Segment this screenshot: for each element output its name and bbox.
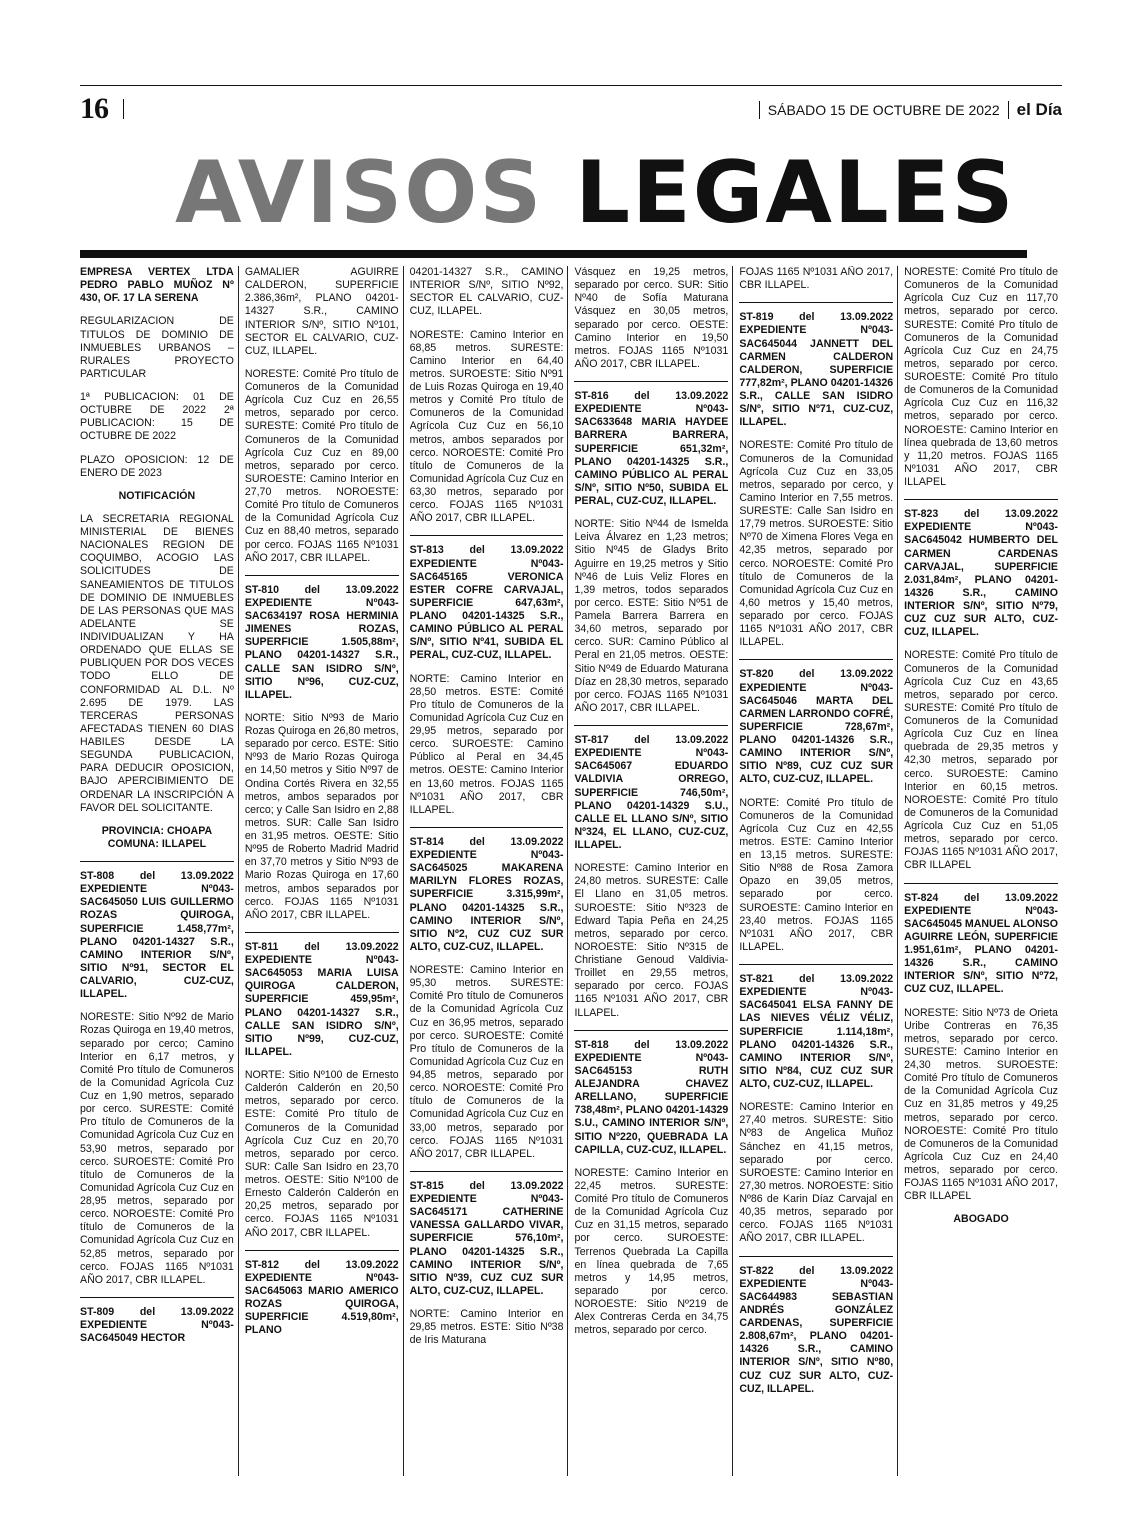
headline-bar: [80, 250, 1027, 258]
notice-paragraph: NORESTE: Camino Interior en 95,30 metros. SURESTE: Comité Pro título de Comuneros de la Comunidad Agrícola Cuz Cuz en 36,95 metros, separado por cerco. SUROESTE: Comité Pro título de Comuneros de la Comunidad Agrícola Cuz Cuz en 94,85 metros, separado por cerco. NOROESTE: Comité Pro título de Comuneros de la Comunidad Agrícola Cuz Cuz en 33,00 metros, separado por cerco. FOJAS 1165 Nº1031 AÑO 2017, CBR ILLAPEL.: [409, 964, 564, 1160]
notice-paragraph: NORESTE: Camino Interior en 27,40 metros. SURESTE: Sitio Nº83 de Angelica Muñoz Sánchez en 41,15 metros, separado por cerco. SUROESTE: Camino Interior en 27,30 metros. NOROESTE: Sitio Nº86 de Karin Díaz Carvajal en 40,35 metros, separado por cerco. FOJAS 1165 Nº1031 AÑO 2017, CBR ILLAPEL.: [739, 1101, 894, 1245]
notice-paragraph: LA SECRETARIA REGIONAL MINISTERIAL DE BIENES NACIONALES REGION DE COQUIMBO, ACOGIO LAS SOLICITUDES DE SANEAMIENTOS DE TITULOS DE DOMINIO DE INMUEBLES DE LAS PERSONAS QUE MAS ADELANTE SE INDIVIDUALIZAN Y HA ORDENADO QUE ELLAS SE PUBLIQUEN POR DOS VECES TODO ELLO DE CONFORMIDAD AL D.L. Nº 2.695 DE 1979. LAS TERCERAS PERSONAS AFECTADAS TIENEN 60 DIAS HABILES DESDE LA SEGUNDA PUBLICACION, PARA DEDUCIR OPOSICION, BAJO APERCIBIMIENTO DE ORDENAR LA INSCRIPCIÓN A FAVOR DEL SOLICITANTE.: [80, 512, 234, 814]
notice-divider: [739, 964, 893, 965]
notice-paragraph: NORESTE: Sitio Nº73 de Orieta Uribe Contreras en 76,35 metros, separado por cerco. SURESTE: Camino Interior en 24,30 metros. SUROESTE: Comité Pro título de Comuneros de la Comunidad Agrícola Cuz Cuz en 31,85 metros y 49,25 metros, separado por cerco. NOROESTE: Comité Pro título de Comuneros de la Comunidad Agrícola Cuz Cuz en 24,40 metros, separado por cerco. FOJAS 1165 Nº1031 AÑO 2017, CBR ILLAPEL: [904, 1006, 1058, 1203]
notice-paragraph: NORESTE: Camino Interior en 22,45 metros. SURESTE: Comité Pro título de Comuneros de la Comunidad Agrícola Cuz Cuz en 31,15 metros, separado por cerco. SUROESTE: Terrenos Quebrada La Capilla en línea quebrada de 7,65 metros y 14,95 metros, separado por cerco. NOROESTE: Sitio Nº219 de Alex Contreras Cerda en 34,75 metros, separado por cerco.: [574, 1166, 729, 1337]
notice-paragraph: NORESTE: Comité Pro título de Comuneros de la Comunidad Agrícola Cuz Cuz en 43,65 metros, separado por cerco. SURESTE: Comité Pro título de Comuneros de la Comunidad Agrícola Cuz Cuz en línea quebrada de 29,35 metros y 42,30 metros, separado por cerco. SUROESTE: Camino Interior en 60,15 metros. NOROESTE: Comité Pro título de Comuneros de la Comunidad Agrícola Cuz Cuz en 51,05 metros, separado por cerco. FOJAS 1165 Nº1031 AÑO 2017, CBR ILLAPEL: [904, 649, 1058, 872]
notice-divider: [245, 1250, 399, 1251]
newspaper-name: el Día: [1016, 100, 1062, 119]
notice-heading: ABOGADO: [953, 1213, 1009, 1226]
notice-column: [904, 266, 1062, 1476]
notice-heading: ST-819 del 13.09.2022 EXPEDIENTE Nº043-SAC645044 JANNETT DEL CARMEN CALDERON CALDERON, SUPERFICIE 777,82m², PLANO 04201-14326 S.R., CALLE SAN ISIDRO S/Nº, SITIO Nº71, CUZ-CUZ, ILLAPEL.: [739, 311, 894, 429]
notice-divider: [410, 535, 564, 536]
notice-paragraph: NORTE: Sitio Nº93 de Mario Rozas Quiroga en 26,80 metros, separado por cerco. ESTE: Sitio Nº93 de Mario Rozas Quiroga en 14,50 metros y Sitio Nº97 de Ondina Cortés Rivera en 32,55 metros, ambos separados por cerco; y Calle San Isidro en 2,88 metros. SUR: Calle San Isidro en 31,95 metros. OESTE: Sitio Nº95 de Roberto Madrid Madrid en 37,70 metros y Sitio Nº93 de Mario Rozas Quiroga en 17,60 metros, ambos separados por cerco. FOJAS 1165 Nº1031 AÑO 2017, CBR ILLAPEL.: [244, 711, 399, 921]
notice-heading: ST-817 del 13.09.2022 EXPEDIENTE Nº043-SAC645067 EDUARDO VALDIVIA ORREGO, SUPERFICIE 746,50m², PLANO 04201-14329 S.U., CALLE EL LLANO S/Nº, SITIO Nº324, EL LLANO, CUZ-CUZ, ILLAPEL.: [574, 734, 729, 851]
notice-heading: NOTIFICACIÓN: [118, 489, 196, 502]
notice-paragraph: 04201-14327 S.R., CAMINO INTERIOR S/Nº, SITIO Nº92, SECTOR EL CALVARIO, CUZ-CUZ, ILLAPEL.: [409, 266, 564, 318]
notice-paragraph: NORESTE: Sitio Nº92 de Mario Rozas Quiroga en 19,40 metros, separado por cerco; Camino Interior en 6,17 metros, y Comité Pro título de Comuneros de la Comunidad Agrícola Cuz Cuz en 1,90 metros, separado por cerco. SURESTE: Comité Pro título de Comuneros de la Comunidad Agrícola Cuz Cuz en 53,90 metros, separado por cerco. SUROESTE: Comité Pro título de Comuneros de la Comunidad Agrícola Cuz Cuz en 28,95 metros, separado por cerco. NOROESTE: Comité Pro título de Comuneros de la Comunidad Agrícola Cuz Cuz en 52,85 metros, separado por cerco. FOJAS 1165 Nº1031 AÑO 2017, CBR ILLAPEL.: [80, 1011, 234, 1286]
notice-heading: ST-821 del 13.09.2022 EXPEDIENTE Nº043-SAC645041 ELSA FANNY DE LAS NIEVES VÉLIZ VÉLIZ, SUPERFICIE 1.114,18m², PLANO 04201-14326 S.R., CAMINO INTERIOR S/Nº, SITIO Nº84, CUZ CUZ SUR ALTO, CUZ-CUZ, ILLAPEL.: [739, 973, 894, 1090]
notice-divider: [574, 1030, 728, 1031]
notice-heading: ST-808 del 13.09.2022 EXPEDIENTE Nº043-SAC645050 LUIS GUILLERMO ROZAS QUIROGA, SUPERFICIE 1.458,77m², PLANO 04201-14327 S.R., CAMINO INTERIOR S/Nº, SITIO Nº91, SECTOR EL CALVARIO, CUZ-CUZ, ILLAPEL.: [80, 870, 234, 1001]
notice-paragraph: NORTE: Sitio Nº44 de Ismelda Leiva Álvarez en 1,23 metros; Sitio Nº45 de Gladys Brito Aguirre en 19,25 metros y Sitio Nº46 de Luis Veliz Flores en 1,39 metros, todos separados por cerco. ESTE: Sitio Nº51 de Pamela Barrera Barrera en 34,60 metros, separado por cerco. SUR: Camino Público al Peral en 21,05 metros. OESTE: Sitio Nº49 de Eduardo Maturana Díaz en 28,30 metros, separado por cerco. FOJAS 1165 Nº1031 AÑO 2017, CBR ILLAPEL.: [574, 518, 729, 714]
notice-heading: ST-818 del 13.09.2022 EXPEDIENTE Nº043-SAC645153 RUTH ALEJANDRA CHAVEZ ARELLANO, SUPERFICIE 738,48m², PLANO 04201-14329 S.U., CAMINO INTERIOR S/Nº, SITIO Nº220, QUEBRADA LA CAPILLA, CUZ-CUZ, ILLAPEL.: [574, 1038, 729, 1156]
notice-heading: EMPRESA VERTEX LTDA PEDRO PABLO MUÑOZ Nº 430, OF. 17 LA SERENA: [80, 266, 234, 305]
notice-heading: ST-809 del 13.09.2022 EXPEDIENTE Nº043-SAC645049 HECTOR: [80, 1305, 234, 1345]
notice-heading: ST-813 del 13.09.2022 EXPEDIENTE Nº043-SAC645165 VERONICA ESTER COFRE CARVAJAL, SUPERFICIE 647,63m², PLANO 04201-14325 S.R., CAMINO PÚBLICO AL PERAL S/Nº, SITIO Nº41, SUBIDA EL PERAL, CUZ-CUZ, ILLAPEL.: [409, 544, 564, 662]
notice-paragraph: NORTE: Comité Pro título de Comuneros de la Comunidad Agrícola Cuz Cuz en 42,55 metros. ESTE: Camino Interior en 13,15 metros. SURESTE: Sitio Nº88 de Rosa Zamora Opazo en 39,05 metros, separado por cerco. SUROESTE: Camino Interior en 23,40 metros. FOJAS 1165 Nº1031 AÑO 2017, CBR ILLAPEL.: [739, 796, 894, 953]
folio-separator: [123, 99, 124, 119]
notice-column: [80, 266, 239, 1476]
notice-paragraph: NORESTE: Comité Pro título de Comuneros de la Comunidad Agrícola Cuz Cuz en 117,70 metros, separado por cerco. SURESTE: Comité Pro título de Comuneros de la Comunidad Agrícola Cuz Cuz en 24,75 metros, separado por cerco. SUROESTE: Comité Pro título de Comuneros de la Comunidad Agrícola Cuz Cuz en 116,32 metros, separado por cerco. NOROESTE: Camino Interior en línea quebrada de 13,60 metros y 11,20 metros. FOJAS 1165 Nº1031 AÑO 2017, CBR ILLAPEL: [904, 266, 1058, 488]
notice-heading: ST-815 del 13.09.2022 EXPEDIENTE Nº043-SAC645171 CATHERINE VANESSA GALLARDO VIVAR, SUPERFICIE 576,10m², PLANO 04201-14325 S.R., CAMINO INTERIOR S/Nº, SITIO Nº39, CUZ CUZ SUR ALTO, CUZ-CUZ, ILLAPEL.: [409, 1179, 564, 1297]
notice-divider: [80, 1297, 234, 1298]
notice-paragraph: NORTE: Camino Interior en 28,50 metros. ESTE: Comité Pro título de Comuneros de la Comunidad Agrícola Cuz Cuz en 29,95 metros, separado por cerco. SUROESTE: Camino Público al Peral en 34,45 metros. OESTE: Camino Interior en 13,60 metros. FOJAS 1165 Nº1031 AÑO 2017, CBR ILLAPEL.: [409, 672, 564, 816]
notice-column: [739, 266, 898, 1476]
notice-divider: [739, 659, 893, 660]
notice-paragraph: FOJAS 1165 Nº1031 AÑO 2017, CBR ILLAPEL.: [739, 266, 894, 292]
notice-divider: [739, 302, 893, 303]
notice-divider: [245, 575, 399, 576]
notice-divider: [410, 1171, 564, 1172]
notice-divider: [904, 883, 1058, 884]
notice-paragraph: REGULARIZACION DE TITULOS DE DOMINIO DE INMUEBLES URBANOS – RURALES PROYECTO PARTICULAR: [80, 315, 234, 380]
notice-heading: ST-823 del 13.09.2022 EXPEDIENTE Nº043-SAC645042 HUMBERTO DEL CARMEN CARDENAS CARVAJAL, SUPERFICIE 2.031,84m², PLANO 04201-14326 S.R., CAMINO INTERIOR S/Nº, SITIO Nº79, CUZ CUZ SUR ALTO, CUZ-CUZ, ILLAPEL.: [904, 508, 1058, 639]
notice-columns: [80, 266, 1062, 1476]
notice-paragraph: PLAZO OPOSICION: 12 DE ENERO DE 2023: [80, 453, 234, 479]
notice-heading: ST-816 del 13.09.2022 EXPEDIENTE Nº043-SAC633648 MARIA HAYDEE BARRERA BARRERA, SUPERFICIE 651,32m², PLANO 04201-14325 S.R., CAMINO PÚBLICO AL PERAL S/Nº, SITIO Nº50, SUBIDA EL PERAL, CUZ-CUZ, ILLAPEL.: [574, 390, 729, 507]
notice-heading: ST-814 del 13.09.2022 EXPEDIENTE Nº043-SAC645025 MAKARENA MARILYN FLORES ROZAS, SUPERFICIE 3.315,99m², PLANO 04201-14325 S.R., CAMINO INTERIOR S/Nº, SITIO Nº2, CUZ CUZ SUR ALTO, CUZ-CUZ, ILLAPEL.: [409, 835, 564, 953]
notice-column: [574, 266, 733, 1476]
top-rule: [80, 85, 1062, 86]
page-number: 16: [80, 92, 108, 125]
notice-paragraph: NORESTE: Camino Interior en 24,80 metros. SURESTE: Calle El Llano en 31,05 metros. SUROESTE: Sitio Nº323 de Edward Tapia Peña en 24,25 metros, separado por cerco. NOROESTE: Sitio Nº315 de Christiane Genoud Valdivia-Troillet en 29,55 metros, separado por cerco. FOJAS 1165 Nº1031 AÑO 2017, CBR ILLAPEL.: [574, 862, 729, 1019]
notice-divider: [904, 499, 1058, 500]
notice-heading: ST-812 del 13.09.2022 EXPEDIENTE Nº043-SAC645063 MARIO AMERICO ROZAS QUIROGA, SUPERFICIE 4.519,80m², PLANO: [244, 1258, 399, 1337]
notice-heading: ST-811 del 13.09.2022 EXPEDIENTE Nº043-SAC645053 MARIA LUISA QUIROGA CALDERON, SUPERFICIE 459,95m², PLANO 04201-14327 S.R., CALLE SAN ISIDRO S/Nº, SITIO Nº99, CUZ-CUZ, ILLAPEL.: [244, 940, 399, 1058]
notice-divider: [245, 932, 399, 933]
notice-divider: [574, 725, 728, 726]
dateline: [759, 100, 1062, 120]
notice-heading: PROVINCIA: CHOAPA COMUNA: ILLAPEL: [101, 824, 213, 850]
notice-divider: [410, 827, 564, 828]
section-headline: [175, 143, 1016, 243]
notice-divider: [574, 381, 728, 382]
notice-paragraph: NORESTE: Camino Interior en 68,85 metros. SURESTE: Camino Interior en 64,40 metros. SUROESTE: Sitio Nº91 de Luis Rozas Quiroga en 19,40 metros y Comité Pro título de Comuneros de la Comunidad Agrícola Cuz Cuz en 56,10 metros, ambos separados por cerco. NOROESTE: Comité Pro título de Comuneros de la Comunidad Agrícola Cuz Cuz en 63,30 metros, separado por cerco. FOJAS 1165 Nº1031 AÑO 2017, CBR ILLAPEL.: [409, 328, 564, 525]
notice-heading: ST-810 del 13.09.2022 EXPEDIENTE Nº043-SAC634197 ROSA HERMINIA JIMENES ROZAS, SUPERFICIE 1.505,88m², PLANO 04201-14327 S.R., CALLE SAN ISIDRO S/Nº, SITIO Nº96, CUZ-CUZ, ILLAPEL.: [244, 583, 399, 701]
notice-column: [410, 266, 569, 1476]
notice-column: [245, 266, 404, 1476]
notice-paragraph: 1ª PUBLICACION: 01 DE OCTUBRE DE 2022 2ª PUBLICACION: 15 DE OCTUBRE DE 2022: [80, 391, 234, 443]
notice-paragraph: NORESTE: Comité Pro título de Comuneros de la Comunidad Agrícola Cuz Cuz en 33,05 metros, separado por cerco, y Camino Interior en 7,55 metros. SURESTE: Calle San Isidro en 17,79 metros. SUROESTE: Sitio Nº70 de Ximena Flores Vega en 42,35 metros, separado por cerco. NOROESTE: Comité Pro título de Comuneros de la Comunidad Agrícola Cuz Cuz en 4,60 metros y 15,40 metros, separado por cerco. FOJAS 1165 Nº1031 AÑO 2017, CBR ILLAPEL.: [739, 439, 894, 649]
notice-paragraph: NORESTE: Comité Pro título de Comuneros de la Comunidad Agrícola Cuz Cuz en 26,55 metros, separado por cerco. SURESTE: Comité Pro título de Comuneros de la Comunidad Agrícola Cuz Cuz en 89,00 metros, separado por cerco. SUROESTE: Camino Interior en 27,70 metros. NOROESTE: Comité Pro título de Comuneros de la Comunidad Agrícola Cuz Cuz en 88,40 metros, separado por cerco. FOJAS 1165 Nº1031 AÑO 2017, CBR ILLAPEL.: [244, 367, 399, 564]
headline-part-1: AVISOS: [175, 143, 544, 243]
notice-heading: ST-822 del 13.09.2022 EXPEDIENTE Nº043-SAC644983 SEBASTIAN ANDRÉS GONZÁLEZ CARDENAS, SUPERFICIE 2.808,67m², PLANO 04201-14326 S.R., CAMINO INTERIOR S/Nº, SITIO Nº80, CUZ CUZ SUR ALTO, CUZ-CUZ, ILLAPEL.: [739, 1264, 894, 1395]
headline-part-2: LEGALES: [575, 143, 1016, 243]
publication-date: SÁBADO 15 DE OCTUBRE DE 2022: [767, 102, 1000, 118]
notice-paragraph: NORTE: Sitio Nº100 de Ernesto Calderón Calderón en 20,50 metros, separado por cerco. ESTE: Comité Pro título de Comuneros de la Comunidad Agrícola Cuz Cuz en 20,70 metros, separado por cerco. SUR: Calle San Isidro en 23,70 metros. OESTE: Sitio Nº100 de Ernesto Calderón Calderón en 20,25 metros, separado por cerco. FOJAS 1165 Nº1031 AÑO 2017, CBR ILLAPEL.: [244, 1069, 399, 1239]
notice-heading: ST-820 del 13.09.2022 EXPEDIENTE Nº043-SAC645046 MARTA DEL CARMEN LARRONDO COFRÉ, SUPERFICIE 728,67m², PLANO 04201-14326 S.R., CAMINO INTERIOR S/Nº, SITIO Nº89, CUZ CUZ SUR ALTO, CUZ-CUZ, ILLAPEL.: [739, 668, 894, 786]
notice-paragraph: Vásquez en 19,25 metros, separado por cerco. SUR: Sitio Nº40 de Sofía Maturana Vásquez en 30,05 metros, separado por cerco. OESTE: Camino Interior en 19,50 metros. FOJAS 1165 Nº1031 AÑO 2017, CBR ILLAPEL.: [574, 266, 729, 370]
notice-divider: [80, 861, 234, 862]
notice-heading: ST-824 del 13.09.2022 EXPEDIENTE Nº043-SAC645045 MANUEL ALONSO AGUIRRE LEÓN, SUPERFICIE 1.951,61m², PLANO 04201-14326 S.R., CAMINO INTERIOR S/Nº, SITIO Nº72, CUZ CUZ, ILLAPEL.: [904, 891, 1058, 996]
dateline-separator: [1008, 101, 1009, 119]
notice-divider: [739, 1256, 893, 1257]
notice-paragraph: GAMALIER AGUIRRE CALDERON, SUPERFICIE 2.386,36m², PLANO 04201-14327 S.R., CAMINO INTERIOR S/Nº, SITIO Nº101, SECTOR EL CALVARIO, CUZ-CUZ, ILLAPEL.: [244, 266, 399, 357]
dateline-separator: [759, 101, 760, 119]
notice-paragraph: NORTE: Camino Interior en 29,85 metros. ESTE: Sitio Nº38 de Iris Maturana: [409, 1308, 564, 1347]
